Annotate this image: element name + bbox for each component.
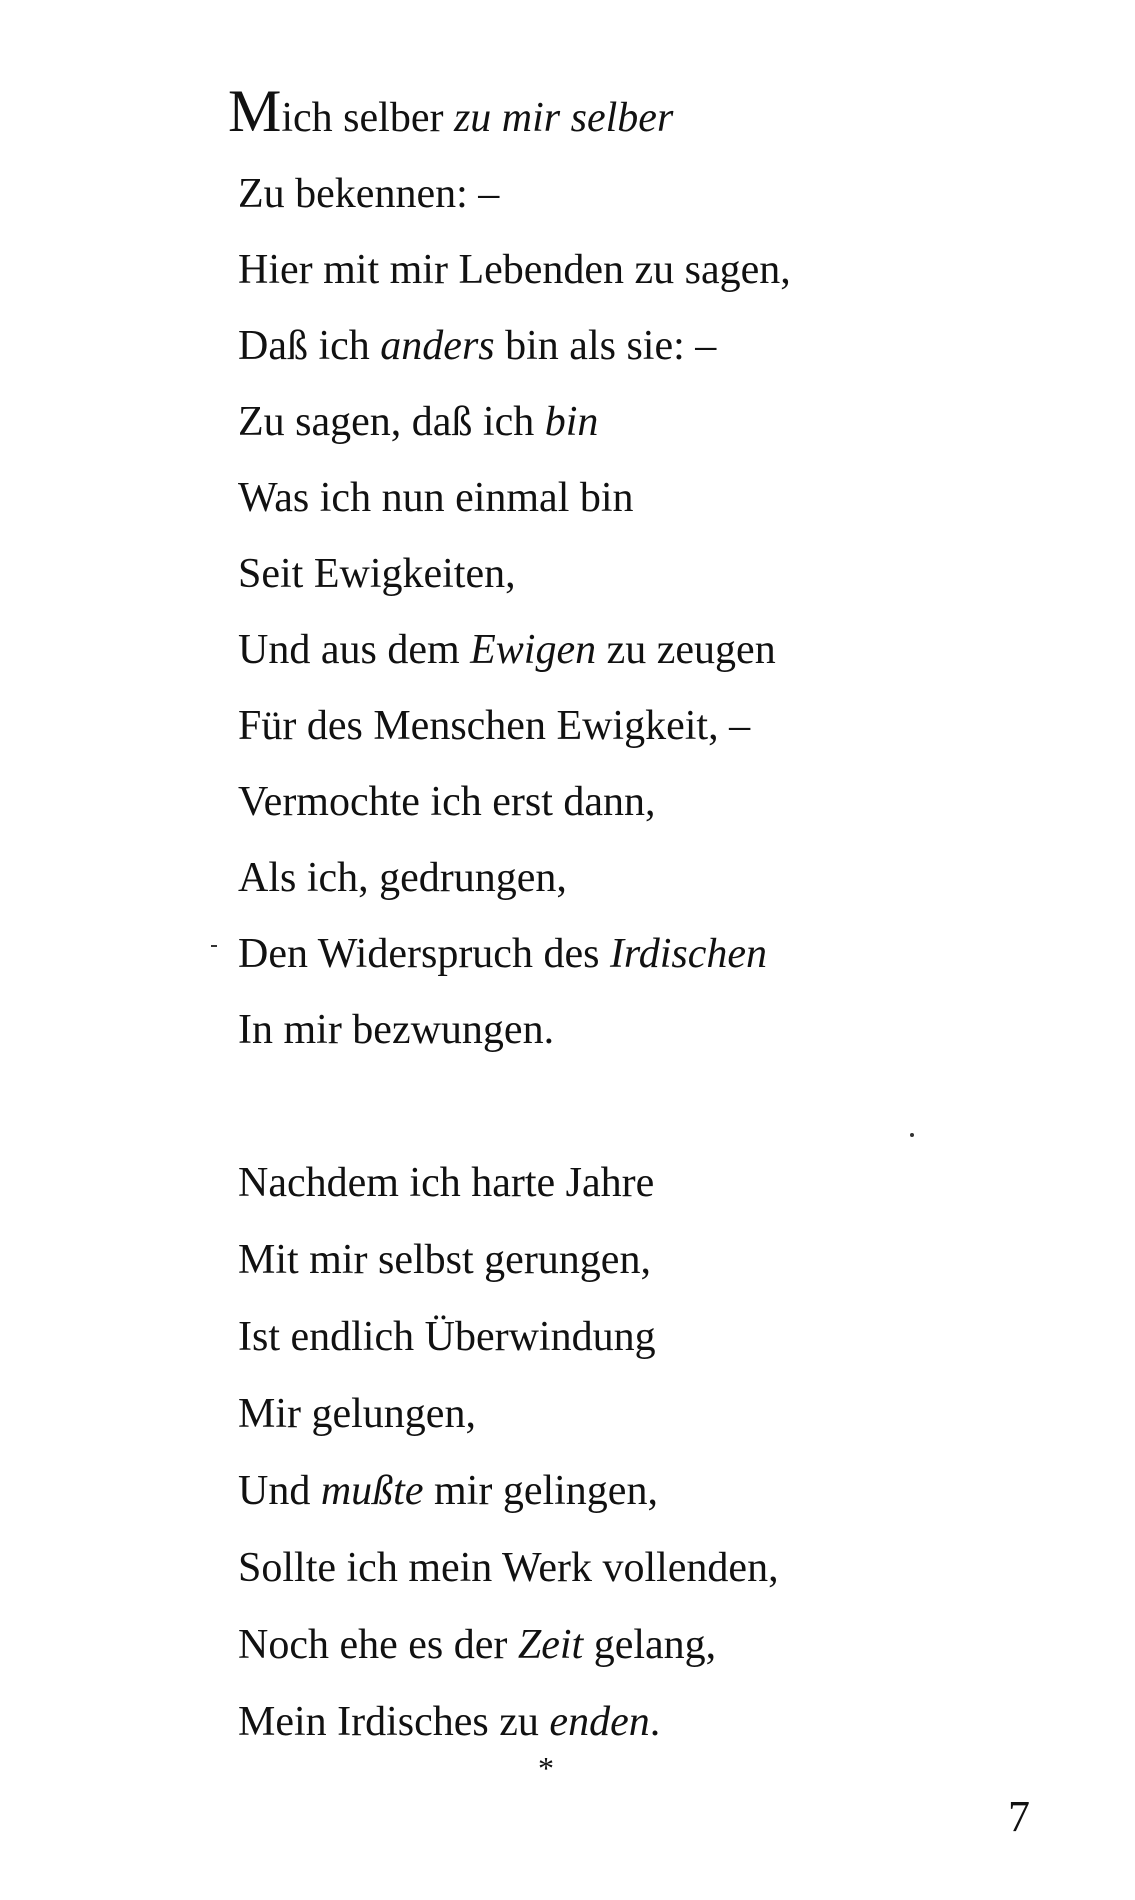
line-text: Noch ehe es der [238,1622,518,1668]
line-text: bin als sie: – [494,323,717,369]
line-text: Mit mir selbst gerungen, [238,1237,651,1283]
poem-line [238,536,791,612]
line-text: Den Widerspruch des [238,931,610,977]
poem-line [238,916,791,992]
poem-line [238,460,791,536]
poem-line [238,1684,779,1761]
line-text: Hier mit mir Lebenden zu sagen, [238,247,791,293]
line-text: Für des Menschen Ewigkeit, – [238,703,751,749]
poem-line [238,308,791,384]
line-text: Mein Irdisches zu [238,1699,550,1745]
poem-line [238,156,791,232]
line-text: Ist endlich Überwindung [238,1314,656,1360]
poem-line [238,764,791,840]
line-text: Nachdem ich harte Jahre [238,1160,655,1206]
drop-initial: M [228,78,282,144]
line-text: . [649,1699,661,1745]
line-text: Sollte ich mein Werk vollenden, [238,1545,779,1591]
line-text: Daß ich [238,323,381,369]
italic-text: Zeit [517,1622,584,1668]
margin-tick-mark [211,945,217,947]
line-text: ich selber [281,95,454,141]
poem-line [238,1145,779,1222]
line-text: zu zeugen [596,627,776,673]
line-text: Vermochte ich erst dann, [238,779,656,825]
poem-line [238,1376,779,1453]
stanza-1 [228,78,791,1068]
italic-text: Ewigen [470,627,597,673]
italic-text: Irdischen [609,931,768,977]
line-text: Zu sagen, daß ich [238,399,545,445]
poem-line [238,992,791,1068]
section-ornament-star: * [538,1750,554,1786]
poem-line [238,1530,779,1607]
poem-line [238,232,791,308]
italic-text: anders [380,323,495,369]
poem-line [228,80,791,156]
poem-line [238,384,791,460]
margin-dot-mark [910,1133,914,1137]
line-text: Und [238,1468,321,1514]
line-text: Seit Ewigkeiten, [238,551,516,597]
poem-line [238,1453,779,1530]
line-text: Was ich nun einmal bin [238,475,634,521]
line-text: In mir bezwungen. [238,1007,555,1053]
poem-line [238,840,791,916]
italic-text: zu mir selber [453,95,674,141]
italic-text: bin [544,399,599,445]
line-text: Als ich, gedrungen, [238,855,567,901]
poem-line [238,688,791,764]
page-number: 7 [1008,1792,1030,1841]
line-text: Und aus dem [238,627,471,673]
line-text: Zu bekennen: – [238,171,500,217]
line-text: gelang, [583,1622,717,1668]
line-text: Mir gelungen, [238,1391,476,1437]
line-text: mir gelingen, [423,1468,658,1514]
poem-line [238,1607,779,1684]
italic-text: mußte [320,1468,424,1514]
poem-line [238,1299,779,1376]
stanza-2 [238,1145,779,1761]
poem-line [238,612,791,688]
poem-line [238,1222,779,1299]
italic-text: enden [549,1699,650,1745]
